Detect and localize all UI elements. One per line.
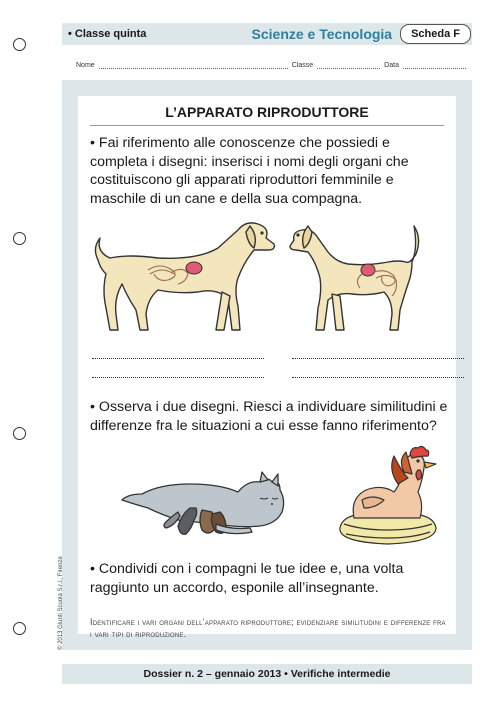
footer-text: Dossier n. 2 – gennaio 2013 • Verifiche intermedie [143, 668, 391, 680]
answer-line-right-1[interactable] [292, 358, 464, 359]
subject-title: Scienze e Tecnologia [251, 26, 393, 42]
student-info-fields [76, 62, 466, 69]
instruction-2: • Osserva i due disegni. Riesci a individuare similitudini e differenze fra le situazioni a cui esse fanno riferimento? [90, 399, 448, 434]
binder-hole-top [13, 38, 26, 51]
instruction-1: • Fai riferimento alle conoscenze che possiedi e completa i disegni: inserisci i nomi degli organi che costituiscono gli apparati riproduttori femminile e maschile di un cane e della sua compagna. [90, 135, 409, 207]
class-field[interactable] [317, 62, 380, 69]
header-bar [62, 23, 472, 45]
binder-hole-bottom [13, 622, 26, 635]
worksheet-card [78, 96, 456, 639]
binder-hole-upper-middle [13, 232, 26, 245]
date-field[interactable] [403, 62, 466, 69]
name-label: Nome [76, 62, 95, 69]
date-label: Data [384, 62, 399, 69]
answer-line-right-2[interactable] [292, 377, 464, 378]
male-dog-illustration [88, 218, 278, 338]
worksheet-title: L’APPARATO RIPRODUTTORE [165, 104, 369, 120]
footer-bar [62, 664, 472, 684]
hen-on-nest-illustration [332, 444, 442, 552]
copyright-notice: © 2013 Giunti Scuola S.r.l., Firenze [58, 556, 64, 650]
learning-objective: Identificare i vari organi dell’apparato riproduttore; evidenziare similitudini e differenze fra i vari tipi di riproduzione. [90, 617, 446, 639]
grade-label: • Classe quinta [68, 28, 147, 40]
answer-line-left-2[interactable] [92, 377, 264, 378]
female-dog-illustration [288, 218, 428, 338]
instruction-3: • Condividi con i compagni le tue idee e, una volta raggiunto un accordo, esponile all’insegnante. [90, 561, 404, 596]
binder-hole-lower-middle [13, 427, 26, 440]
class-label: Classe [291, 62, 314, 69]
answer-line-left-1[interactable] [92, 358, 264, 359]
sheet-badge: Scheda F [400, 24, 471, 44]
title-divider [90, 125, 444, 126]
name-field[interactable] [99, 62, 288, 69]
cat-with-kittens-illustration [120, 470, 290, 542]
